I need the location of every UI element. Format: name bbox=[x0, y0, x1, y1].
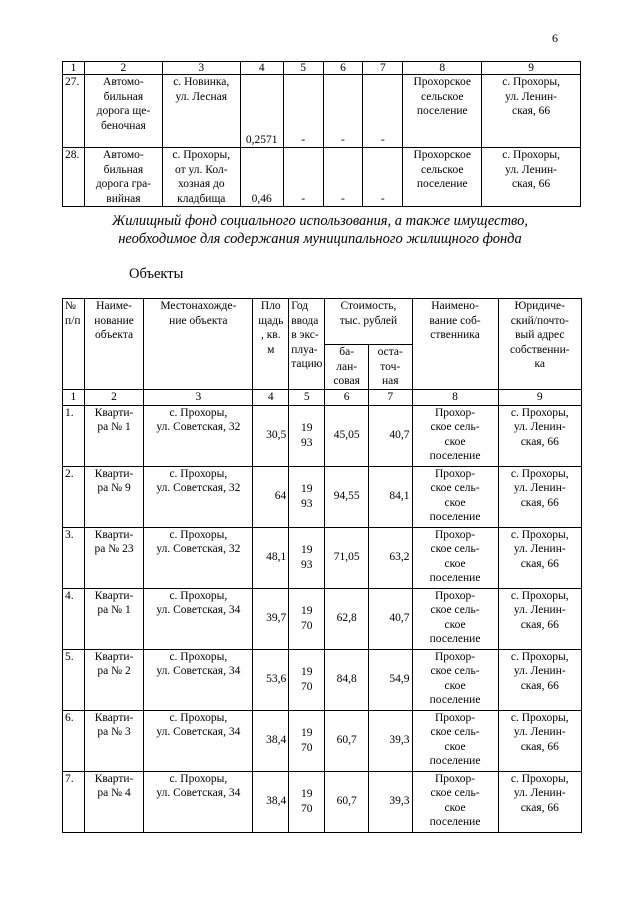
housing-rows bbox=[63, 405, 582, 832]
object-year: 19 70 bbox=[289, 588, 325, 649]
object-name: Автомо- бильная дорога ще- беночная bbox=[84, 75, 162, 148]
header-cost-book: ба- лан- совая bbox=[325, 345, 369, 390]
owner-name: Прохор- ское сель- ское поселение bbox=[412, 588, 498, 649]
header-row-number: № п/п bbox=[63, 299, 85, 390]
table-row bbox=[63, 405, 582, 466]
table-row bbox=[63, 75, 581, 148]
cost-residual: 39,3 bbox=[368, 710, 412, 771]
objects-heading: Объекты bbox=[129, 266, 184, 282]
table-row bbox=[63, 466, 582, 527]
column-number: 6 bbox=[323, 62, 363, 75]
object-name: Автомо- бильная дорога гра- вийная bbox=[84, 148, 162, 207]
object-year: 19 93 bbox=[289, 466, 325, 527]
object-area: 38,4 bbox=[253, 710, 289, 771]
object-year: 19 70 bbox=[289, 771, 325, 832]
header-area: Пло щадь , кв. м bbox=[253, 299, 289, 390]
object-area: 53,6 bbox=[253, 649, 289, 710]
column-number: 2 bbox=[84, 62, 162, 75]
cost-residual: 40,7 bbox=[368, 405, 412, 466]
object-name: Кварти- ра № 2 bbox=[84, 649, 144, 710]
cell-value: - bbox=[323, 148, 363, 207]
object-name: Кварти- ра № 1 bbox=[84, 588, 144, 649]
row-number: 6. bbox=[63, 710, 85, 771]
column-number: 7 bbox=[368, 390, 412, 406]
object-area: 39,7 bbox=[253, 588, 289, 649]
object-year: 19 70 bbox=[289, 710, 325, 771]
owner-address: с. Прохоры, ул. Ленин- ская, 66 bbox=[482, 148, 581, 207]
column-number: 1 bbox=[63, 390, 85, 406]
column-number: 4 bbox=[253, 390, 289, 406]
cost-book: 94,55 bbox=[325, 466, 369, 527]
header-object-name: Наиме- нование объекта bbox=[84, 299, 144, 390]
header-address: Юридиче- ский/почто- вый адрес собственни- ка bbox=[498, 299, 581, 390]
cell-value: - bbox=[283, 75, 323, 148]
cost-book: 60,7 bbox=[325, 771, 369, 832]
column-number: 7 bbox=[363, 62, 403, 75]
column-number: 5 bbox=[289, 390, 325, 406]
cell-value: - bbox=[363, 75, 403, 148]
object-location: с. Прохоры, ул. Советская, 34 bbox=[144, 649, 253, 710]
cost-residual: 84,1 bbox=[368, 466, 412, 527]
table-row bbox=[63, 771, 582, 832]
object-year: 19 93 bbox=[289, 405, 325, 466]
cost-book: 62,8 bbox=[325, 588, 369, 649]
header-year: Год ввода в экс- плуа- тацию bbox=[289, 299, 325, 390]
column-number: 1 bbox=[63, 62, 85, 75]
column-number: 9 bbox=[498, 390, 581, 406]
owner-name: Прохор- ское сель- ское поселение bbox=[412, 649, 498, 710]
object-name: Кварти- ра № 9 bbox=[84, 466, 144, 527]
table-row bbox=[63, 710, 582, 771]
owner-name: Прохор- ское сель- ское поселение bbox=[412, 771, 498, 832]
table-row bbox=[63, 148, 581, 207]
object-location: с. Новинка, ул. Лесная bbox=[162, 75, 240, 148]
cost-residual: 63,2 bbox=[368, 527, 412, 588]
cell-value: - bbox=[363, 148, 403, 207]
roads-table bbox=[62, 61, 581, 207]
table-row bbox=[63, 649, 582, 710]
object-length: 0,46 bbox=[240, 148, 283, 207]
row-number: 1. bbox=[63, 405, 85, 466]
object-name: Кварти- ра № 23 bbox=[84, 527, 144, 588]
owner-name: Прохор- ское сель- ское поселение bbox=[412, 710, 498, 771]
object-location: с. Прохоры, ул. Советская, 34 bbox=[144, 588, 253, 649]
column-number: 5 bbox=[283, 62, 323, 75]
row-number: 5. bbox=[63, 649, 85, 710]
cost-residual: 54,9 bbox=[368, 649, 412, 710]
owner-name: Прохор- ское сель- ское поселение bbox=[412, 405, 498, 466]
object-location: с. Прохоры, ул. Советская, 32 bbox=[144, 466, 253, 527]
row-number: 4. bbox=[63, 588, 85, 649]
owner-name: Прохорское сельское поселение bbox=[403, 148, 482, 207]
object-area: 64 bbox=[253, 466, 289, 527]
owner-name: Прохорское сельское поселение bbox=[403, 75, 482, 148]
owner-address: с. Прохоры, ул. Ленин- ская, 66 bbox=[498, 466, 581, 527]
column-number: 9 bbox=[482, 62, 581, 75]
cost-residual: 39,3 bbox=[368, 771, 412, 832]
owner-address: с. Прохоры, ул. Ленин- ская, 66 bbox=[498, 405, 581, 466]
section-title: Жилищный фонд социального использования, а также имущество, необходимое для содержания муниципального жилищного фонда bbox=[111, 213, 529, 247]
column-number: 4 bbox=[240, 62, 283, 75]
object-area: 38,4 bbox=[253, 771, 289, 832]
column-number: 8 bbox=[403, 62, 482, 75]
table-row bbox=[63, 527, 582, 588]
cell-value: - bbox=[323, 75, 363, 148]
header-cost-residual: оста- точ- ная bbox=[368, 345, 412, 390]
row-number: 3. bbox=[63, 527, 85, 588]
object-length: 0,2571 bbox=[240, 75, 283, 148]
object-location: с. Прохоры, ул. Советская, 34 bbox=[144, 771, 253, 832]
object-location: с. Прохоры, ул. Советская, 34 bbox=[144, 710, 253, 771]
cost-book: 84,8 bbox=[325, 649, 369, 710]
cell-value: - bbox=[283, 148, 323, 207]
header-cost: Стоимость, тыс. рублей bbox=[325, 299, 412, 345]
cost-book: 71,05 bbox=[325, 527, 369, 588]
header-owner: Наимено- вание соб- ственника bbox=[412, 299, 498, 390]
row-number: 27. bbox=[63, 75, 85, 148]
owner-name: Прохор- ское сель- ское поселение bbox=[412, 527, 498, 588]
page-number: 6 bbox=[552, 31, 558, 45]
owner-address: с. Прохоры, ул. Ленин- ская, 66 bbox=[498, 771, 581, 832]
cost-book: 60,7 bbox=[325, 710, 369, 771]
owner-address: с. Прохоры, ул. Ленин- ская, 66 bbox=[498, 588, 581, 649]
housing-table bbox=[62, 298, 582, 833]
cost-book: 45,05 bbox=[325, 405, 369, 466]
owner-address: с. Прохоры, ул. Ленин- ская, 66 bbox=[498, 649, 581, 710]
table-header-row bbox=[63, 62, 581, 75]
object-name: Кварти- ра № 1 bbox=[84, 405, 144, 466]
column-number: 6 bbox=[325, 390, 369, 406]
object-year: 19 70 bbox=[289, 649, 325, 710]
object-name: Кварти- ра № 4 bbox=[84, 771, 144, 832]
object-area: 30,5 bbox=[253, 405, 289, 466]
table-number-row bbox=[63, 390, 582, 406]
object-location: с. Прохоры, ул. Советская, 32 bbox=[144, 405, 253, 466]
header-location: Местонахожде- ние объекта bbox=[144, 299, 253, 390]
owner-address: с. Прохоры, ул. Ленин- ская, 66 bbox=[498, 710, 581, 771]
column-number: 2 bbox=[84, 390, 144, 406]
owner-address: с. Прохоры, ул. Ленин- ская, 66 bbox=[498, 527, 581, 588]
table-header-row bbox=[63, 299, 582, 345]
table-row bbox=[63, 588, 582, 649]
object-year: 19 93 bbox=[289, 527, 325, 588]
owner-address: с. Прохоры, ул. Ленин- ская, 66 bbox=[482, 75, 581, 148]
column-number: 3 bbox=[162, 62, 240, 75]
row-number: 28. bbox=[63, 148, 85, 207]
object-location: с. Прохоры, ул. Советская, 32 bbox=[144, 527, 253, 588]
column-number: 8 bbox=[412, 390, 498, 406]
row-number: 7. bbox=[63, 771, 85, 832]
row-number: 2. bbox=[63, 466, 85, 527]
object-location: с. Прохоры, от ул. Кол- хозная до кладбища bbox=[162, 148, 240, 207]
column-number: 3 bbox=[144, 390, 253, 406]
object-name: Кварти- ра № 3 bbox=[84, 710, 144, 771]
object-area: 48,1 bbox=[253, 527, 289, 588]
cost-residual: 40,7 bbox=[368, 588, 412, 649]
owner-name: Прохор- ское сель- ское поселение bbox=[412, 466, 498, 527]
